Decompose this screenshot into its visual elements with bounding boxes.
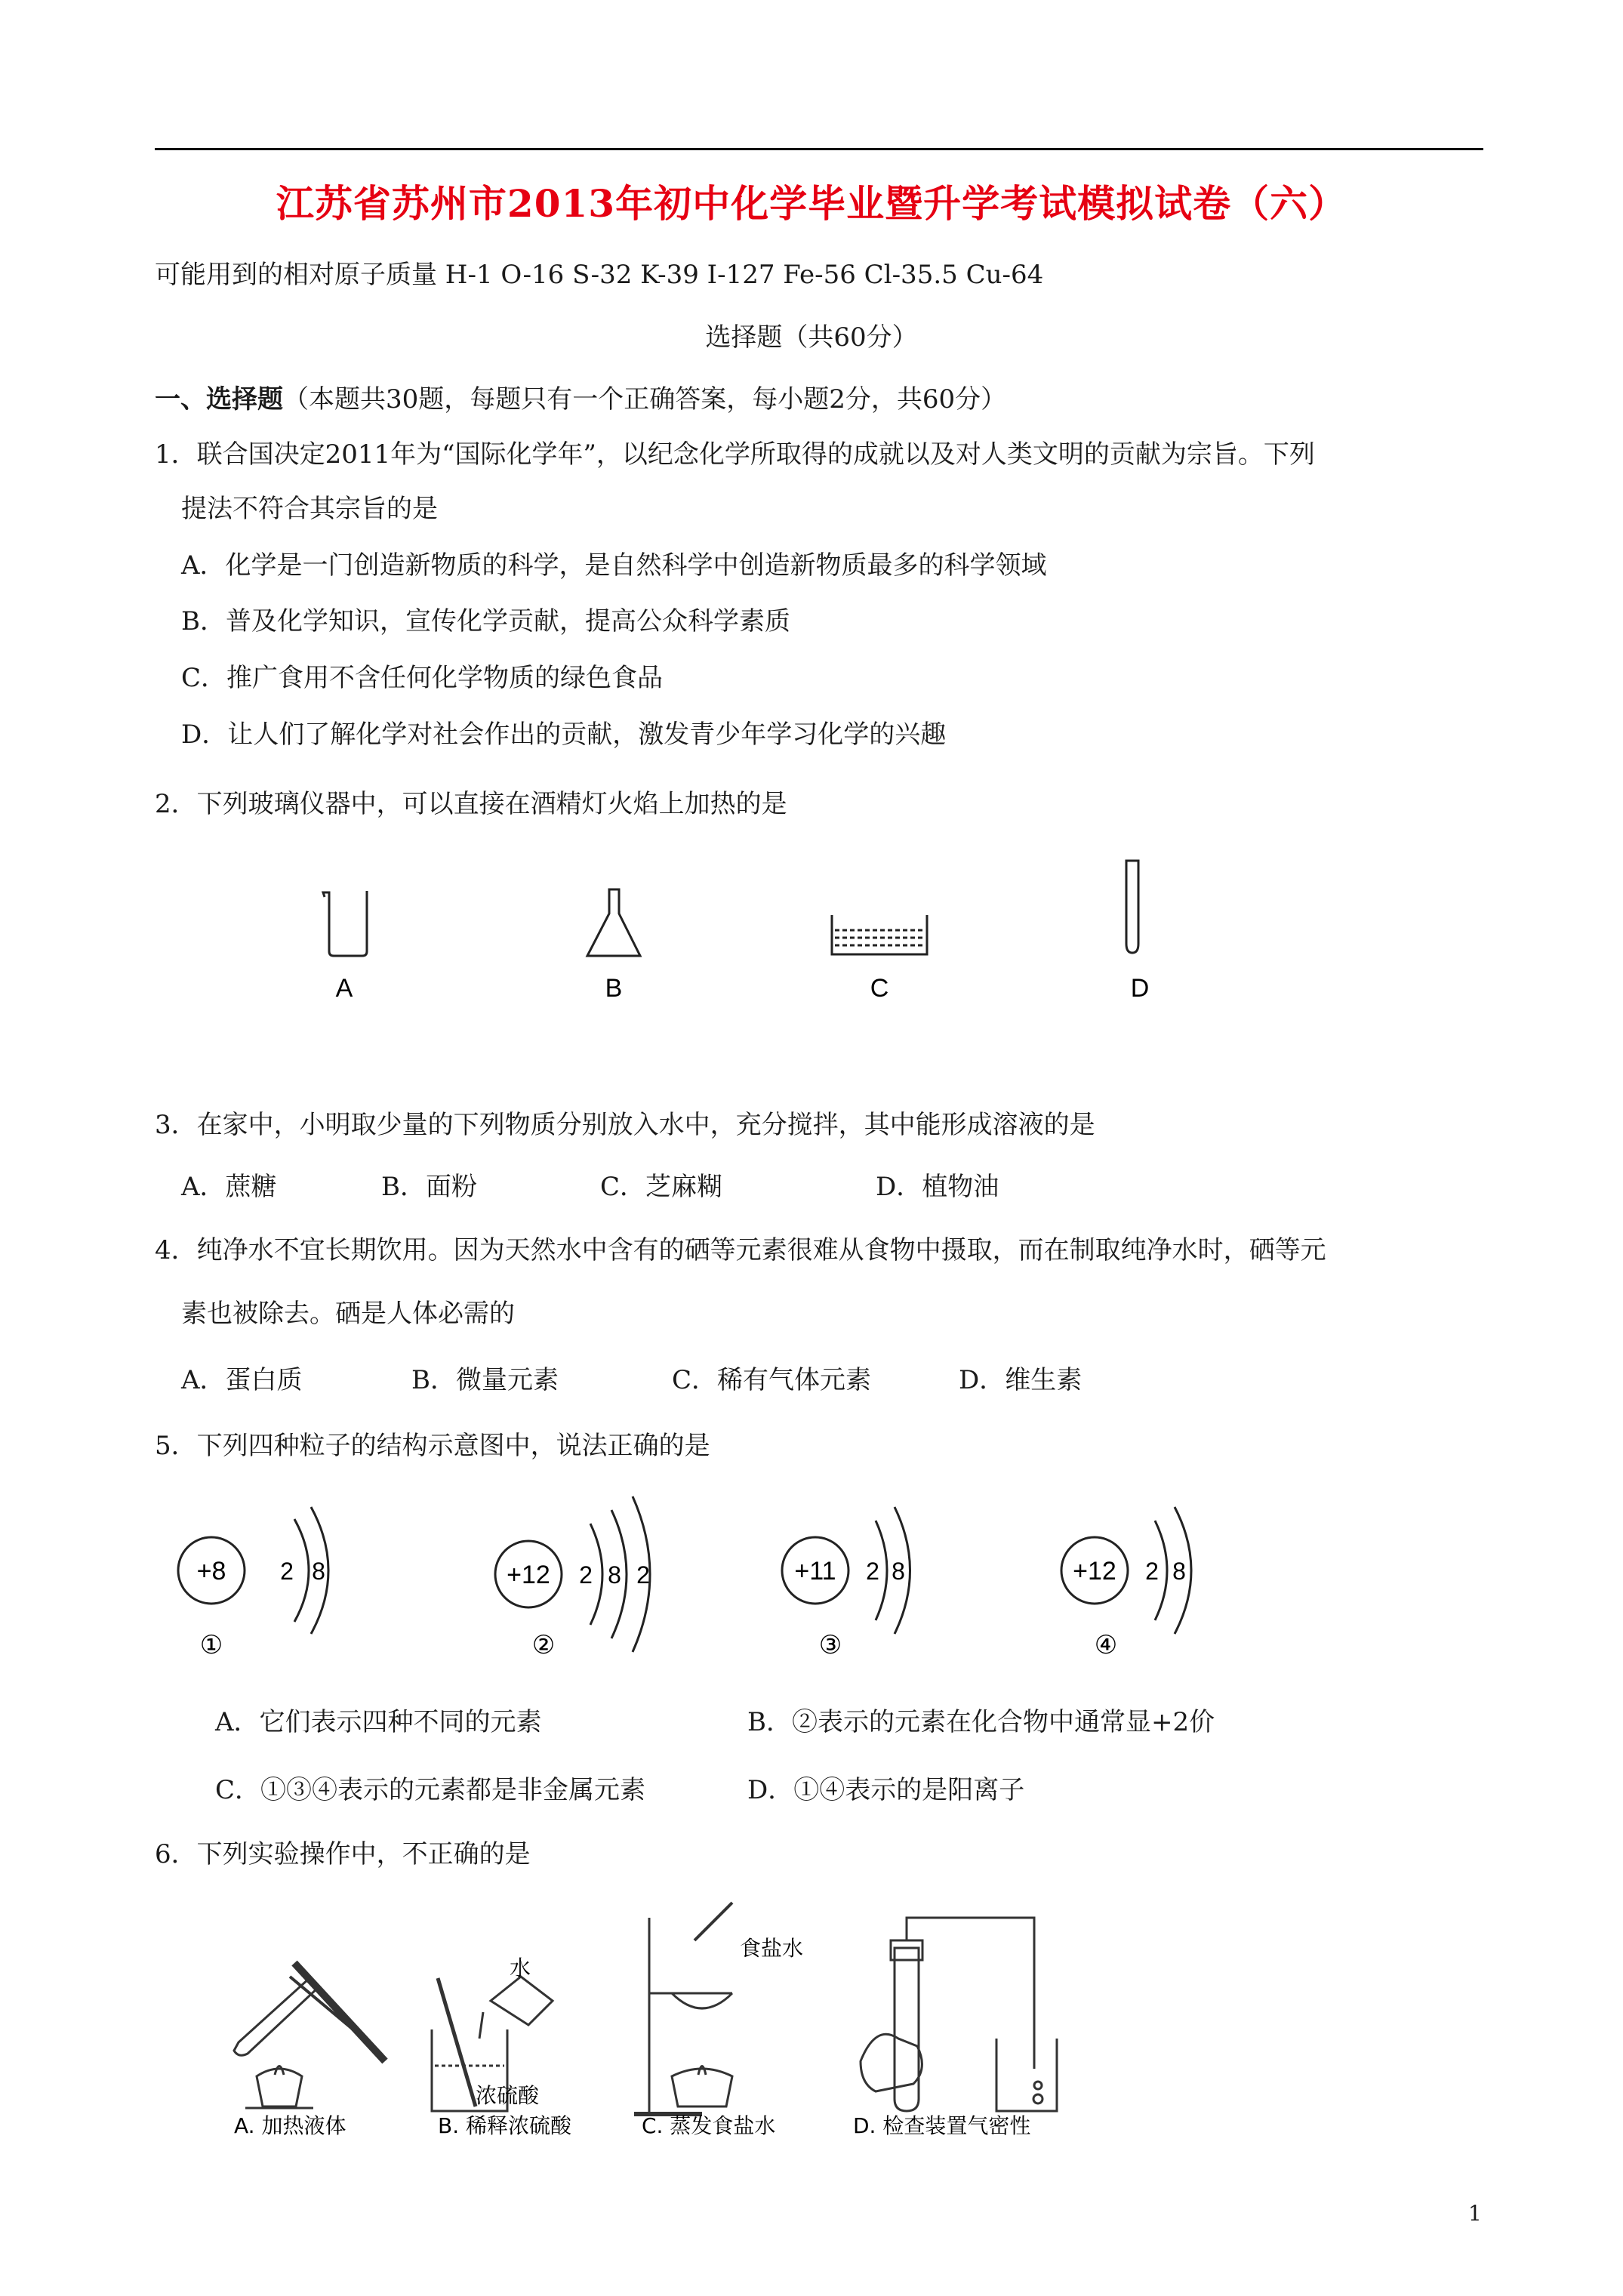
particle-3-shell-1: 2 (866, 1558, 879, 1585)
q6-stem: 6．下列实验操作中，不正确的是 (155, 1839, 531, 1869)
q1-option-b: B．普及化学知识，宣传化学贡献，提高公众科学素质 (181, 606, 790, 636)
particle-2-label: ② (531, 1631, 556, 1660)
particle-4-shell-1: 2 (1145, 1558, 1159, 1585)
top-rule (155, 148, 1483, 150)
q5-option-d: D．①④表示的是阳离子 (747, 1775, 1025, 1805)
q3-stem: 3．在家中，小明取少量的下列物质分别放入水中，充分搅拌，其中能形成溶液的是 (155, 1110, 1095, 1140)
particle-3-shell-2: 8 (892, 1558, 905, 1585)
glassware-label-c: C (870, 974, 889, 1003)
q4-stem-line1: 4．纯净水不宜长期饮用。因为天然水中含有的硒等元素很难从食物中摄取，而在制取纯净水时，硒等元 (155, 1235, 1326, 1265)
particle-3-label: ③ (818, 1631, 842, 1660)
particle-2-shell-3: 2 (636, 1561, 650, 1589)
q4-option-a: A．蛋白质 (181, 1365, 303, 1395)
label-salt-water: 食盐水 (740, 1936, 804, 1961)
beaker-icon (323, 891, 367, 956)
q5-option-c: C．①③④表示的元素都是非金属元素 (215, 1775, 646, 1805)
glassware-label-b: B (605, 974, 623, 1003)
q5-option-b: B．②表示的元素在化合物中通常显+2价 (747, 1707, 1215, 1737)
part1-heading (155, 383, 1006, 416)
trough-icon (832, 915, 927, 954)
evaporating-icon (634, 1903, 732, 2114)
airtightness-check-icon (861, 1918, 1057, 2111)
q5-option-a: A．它们表示四种不同的元素 (215, 1707, 542, 1737)
q3-option-b: B．面粉 (381, 1172, 477, 1202)
particle-1-shell-2: 8 (312, 1558, 325, 1585)
q3-option-a: A．蔗糖 (181, 1172, 277, 1202)
q4-stem-line2: 素也被除去。硒是人体必需的 (181, 1299, 515, 1329)
particle-2-shell-1: 2 (579, 1561, 593, 1589)
q2-stem: 2．下列玻璃仪器中，可以直接在酒精灯火焰上加热的是 (155, 789, 787, 819)
page-number: 1 (1468, 2201, 1482, 2226)
part1-note: （本题共30题，每题只有一个正确答案，每小题2分，共60分） (283, 384, 1007, 415)
q4-option-c: C．稀有气体元素 (672, 1365, 872, 1395)
test-tube-icon (1126, 861, 1138, 953)
particle-2-nucleus: +12 (507, 1561, 550, 1589)
glassware-label-a: A (335, 974, 353, 1003)
q1-stem-line1: 1．联合国决定2011年为“国际化学年”，以纪念化学所取得的成就以及对人类文明的贡献为宗旨。下列 (155, 439, 1315, 470)
q6-caption-a: A. 加热液体 (234, 2113, 346, 2138)
q1-stem-line2: 提法不符合其宗旨的是 (181, 494, 438, 524)
q6-caption-b: B. 稀释浓硫酸 (438, 2113, 572, 2138)
part1-label: 一、选择题 (155, 384, 283, 415)
particle-2-shell-2: 8 (608, 1561, 621, 1589)
particle-3-nucleus: +11 (794, 1557, 836, 1586)
q6-caption-c: C. 蒸发食盐水 (642, 2113, 776, 2138)
q3-option-c: C．芝麻糊 (600, 1172, 723, 1202)
particle-4-nucleus: +12 (1073, 1557, 1116, 1586)
q3-option-d: D．植物油 (876, 1172, 999, 1202)
particle-1-shell-1: 2 (280, 1558, 294, 1585)
heating-liquid-icon (234, 1963, 385, 2108)
glassware-label-d: D (1130, 974, 1150, 1003)
q4-option-b: B．微量元素 (411, 1365, 559, 1395)
label-water: 水 (510, 1955, 531, 1980)
lab-operations-figure (211, 1888, 1117, 2152)
conical-flask-icon (587, 889, 640, 956)
atomic-mass-line: 可能用到的相对原子质量 H-1 O-16 S-32 K-39 I-127 Fe-56 Cl-35.5 Cu-64 (155, 260, 1044, 290)
section-heading: 选择题（共60分） (705, 322, 918, 353)
particle-4-shell-2: 8 (1172, 1558, 1186, 1585)
q5-stem: 5．下列四种粒子的结构示意图中，说法正确的是 (155, 1431, 710, 1461)
q4-option-d: D．维生素 (959, 1365, 1083, 1395)
particle-diagrams (151, 1487, 1283, 1676)
particle-1-label: ① (199, 1631, 223, 1660)
q1-option-c: C．推广食用不含任何化学物质的绿色食品 (181, 663, 664, 693)
q1-option-d: D．让人们了解化学对社会作出的贡献，激发青少年学习化学的兴趣 (181, 720, 947, 750)
exam-title: 江苏省苏州市2013年初中化学毕业暨升学考试模拟试卷（六） (276, 181, 1347, 226)
q6-caption-d: D. 检查装置气密性 (853, 2113, 1031, 2138)
particle-1-nucleus: +8 (196, 1557, 226, 1586)
label-conc-acid: 浓硫酸 (476, 2083, 540, 2108)
glassware-figure (302, 846, 1208, 1012)
particle-4-label: ④ (1094, 1631, 1118, 1660)
q1-option-a: A．化学是一门创造新物质的科学，是自然科学中创造新物质最多的科学领域 (181, 550, 1047, 581)
